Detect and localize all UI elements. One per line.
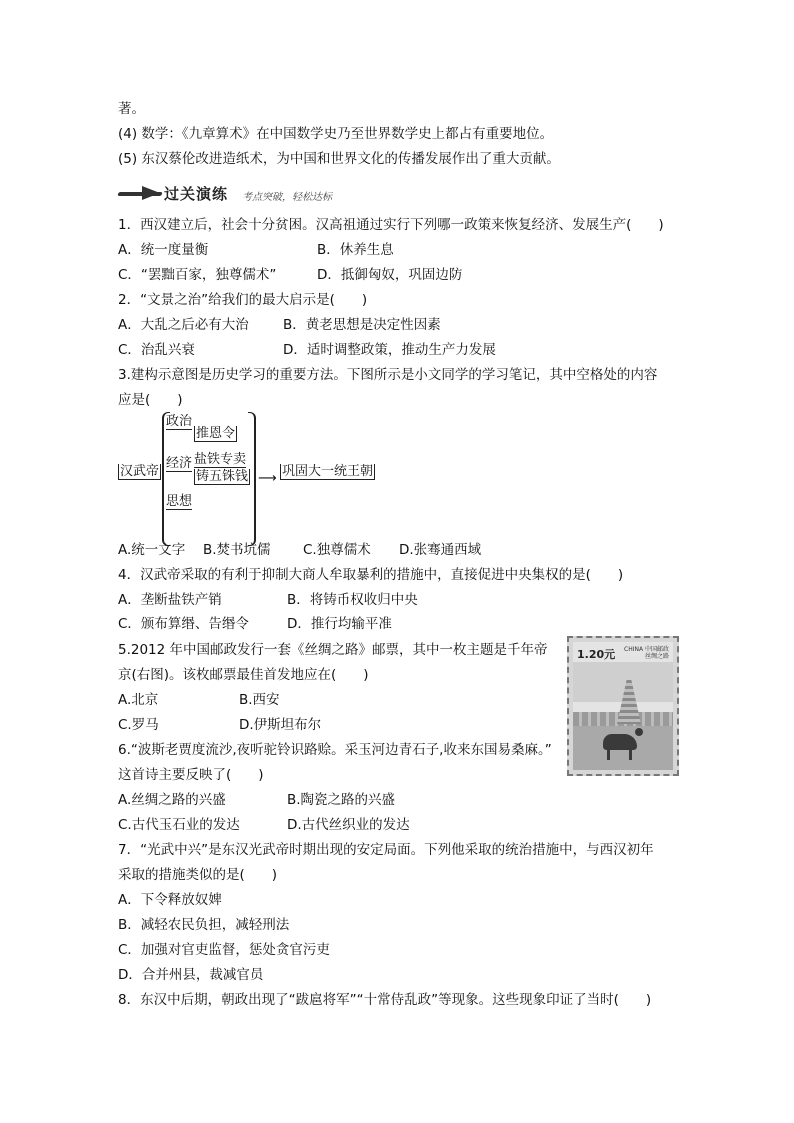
question-5-stem-line-1: 5.2012 年中国邮政发行一套《丝绸之路》邮票，其中一枚主题是千年帝 bbox=[118, 642, 548, 658]
diagram-economy-label: 经济 bbox=[166, 456, 193, 471]
question-5-option-c: C.罗马 bbox=[118, 717, 159, 733]
question-6-option-d: D.古代丝织业的发达 bbox=[287, 817, 410, 833]
question-7-option-b: B．减轻农民负担，减轻刑法 bbox=[118, 917, 290, 933]
question-2-option-d: D．适时调整政策，推动生产力发展 bbox=[283, 342, 496, 358]
question-3-option-a: A.统一文字 bbox=[118, 542, 186, 558]
question-5-stem-line-2: 京(右图)。该枚邮票最佳首发地应在( ) bbox=[118, 667, 369, 683]
question-1-stem: 1．西汉建立后，社会十分贫困。汉高祖通过实行下列哪一政策来恢复经济、发展生产( ) bbox=[118, 217, 664, 233]
diagram-root: 汉武帝 bbox=[120, 464, 160, 479]
silk-road-stamp-image bbox=[567, 636, 679, 776]
diagram-economy-item-1: 盐铁专卖 bbox=[194, 452, 247, 467]
diagram-thought-label: 思想 bbox=[166, 494, 193, 509]
question-3-stem-line-1: 3.建构示意图是历史学习的重要方法。下图所示是小文同学的学习笔记，其中空格处的内容 bbox=[118, 367, 658, 383]
question-4-option-d: D．推行均输平准 bbox=[287, 616, 392, 632]
question-3-option-c: C.独尊儒术 bbox=[303, 542, 371, 558]
intro-line-3: (5) 东汉蔡伦改进造纸术，为中国和世界文化的传播发展作出了重大贡献。 bbox=[118, 151, 560, 167]
question-2-option-b: B．黄老思想是决定性因素 bbox=[283, 317, 441, 333]
question-8-stem: 8．东汉中后期，朝政出现了“跋扈将军”“十常侍乱政”等现象。这些现象印证了当时( ) bbox=[118, 992, 652, 1008]
concept-diagram bbox=[118, 412, 398, 544]
diagram-economy-item-2: 铸五铢钱 bbox=[196, 469, 249, 484]
question-5-option-b: B.西安 bbox=[239, 692, 280, 708]
stamp-country: CHINA 中国邮政 丝绸之路 bbox=[624, 646, 669, 660]
question-4-option-b: B．将铸币权收归中央 bbox=[287, 592, 418, 608]
question-3-stem-line-2: 应是( ) bbox=[118, 392, 183, 408]
question-6-option-c: C.古代玉石业的发达 bbox=[118, 817, 240, 833]
question-4-option-c: C．颁布算缗、告缗令 bbox=[118, 616, 249, 632]
question-6-stem-line-1: 6.“波斯老贾度流沙,夜听驼铃识路赊。采玉河边青石子,收来东国易桑麻。” bbox=[118, 742, 552, 758]
section-header bbox=[118, 183, 378, 205]
question-1-option-a: A．统一度量衡 bbox=[118, 242, 209, 258]
question-5-option-a: A.北京 bbox=[118, 692, 159, 708]
section-subtitle: 考点突破，轻松达标 bbox=[242, 192, 332, 203]
intro-line-1: 著。 bbox=[118, 101, 145, 117]
question-7-stem-line-2: 采取的措施类似的是( ) bbox=[118, 867, 278, 883]
question-4-stem: 4．汉武帝采取的有利于抑制大商人牟取暴利的措施中，直接促进中央集权的是( ) bbox=[118, 567, 624, 583]
question-1-option-c: C．“罢黜百家，独尊儒术” bbox=[118, 267, 277, 283]
intro-line-2: (4) 数学：《九章算术》在中国数学史乃至世界数学史上都占有重要地位。 bbox=[118, 126, 554, 142]
question-7-option-c: C．加强对官吏监督，惩处贪官污吏 bbox=[118, 942, 330, 958]
question-3-option-d: D.张骞通西域 bbox=[399, 542, 482, 558]
diagram-bracket-right bbox=[248, 412, 256, 546]
question-6-option-b: B.陶瓷之路的兴盛 bbox=[287, 792, 396, 808]
diagram-politics-label: 政治 bbox=[166, 414, 193, 429]
question-5-option-d: D.伊斯坦布尔 bbox=[239, 717, 322, 733]
question-7-option-d: D．合并州县，裁减官员 bbox=[118, 967, 264, 983]
question-6-option-a: A.丝绸之路的兴盛 bbox=[118, 792, 226, 808]
question-1-option-b: B．休养生息 bbox=[317, 242, 394, 258]
question-7-stem-line-1: 7．“光武中兴”是东汉光武帝时期出现的安定局面。下列他采取的统治措施中，与西汉初年 bbox=[118, 842, 654, 858]
question-6-stem-line-2: 这首诗主要反映了( ) bbox=[118, 767, 264, 783]
question-3-option-b: B.焚书坑儒 bbox=[203, 542, 271, 558]
diagram-politics-item: 推恩令 bbox=[196, 426, 236, 441]
diagram-arrow: ⟶ bbox=[258, 471, 277, 486]
diagram-bracket-left bbox=[162, 412, 170, 546]
question-2-option-a: A．大乱之后必有大治 bbox=[118, 317, 249, 333]
section-title: 过关演练 bbox=[164, 185, 229, 203]
question-4-option-a: A．垄断盐铁产销 bbox=[118, 592, 222, 608]
question-7-option-a: A．下令释放奴婢 bbox=[118, 892, 222, 908]
question-2-option-c: C．治乱兴衰 bbox=[118, 342, 195, 358]
plane-icon bbox=[142, 186, 160, 200]
question-2-stem: 2．“文景之治”给我们的最大启示是( ) bbox=[118, 292, 368, 308]
diagram-result: 巩固大一统王朝 bbox=[282, 464, 374, 479]
question-1-option-d: D．抵御匈奴，巩固边防 bbox=[317, 267, 463, 283]
stamp-value: 1.20元 bbox=[577, 648, 616, 661]
